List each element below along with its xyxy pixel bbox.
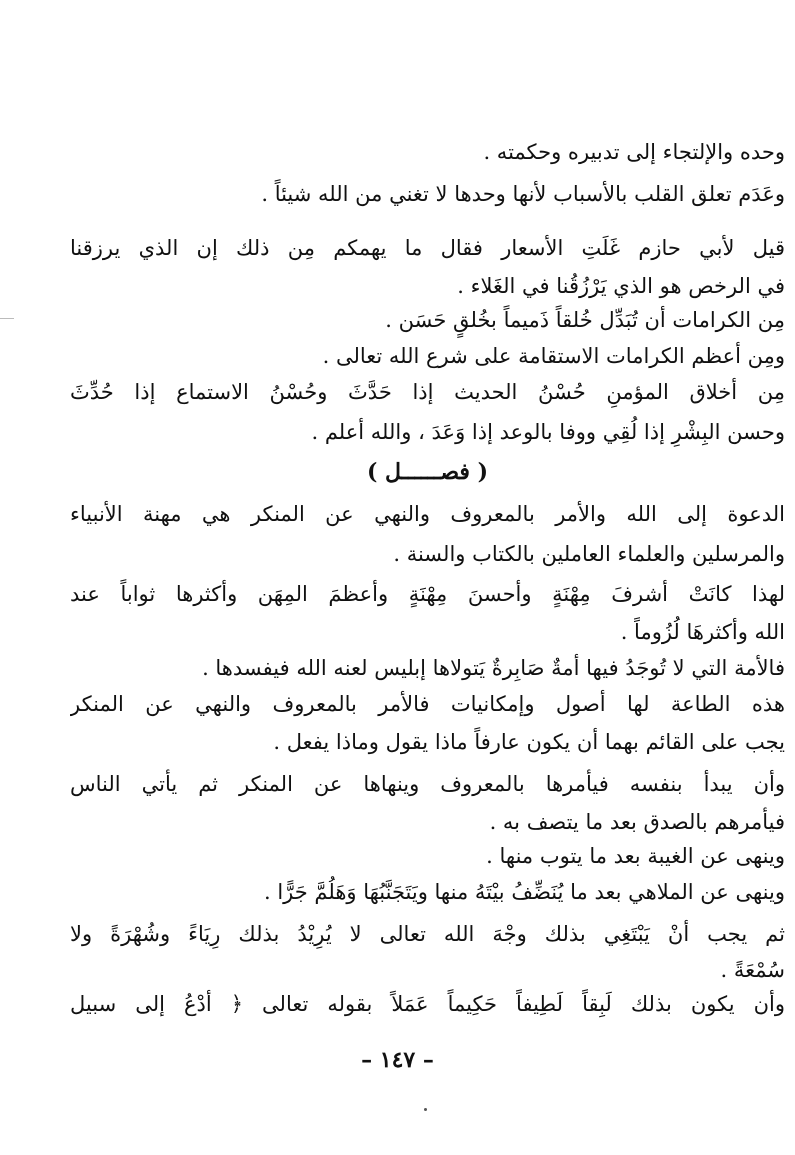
text-line-21: سُمْعَةً .: [720, 958, 785, 982]
text-line-2: وعَدَم تعلق القلب بالأسباب لأنها وحدها لا تغني من الله شيئاً .: [261, 182, 785, 206]
text-line-12: الله وأكثرهَا لُزُوماً .: [620, 620, 785, 644]
text-line-20: ثم يجب أنْ يَبْتَغِي بذلك وجْهَ الله تعالى لا يُرِيْدُ بذلك رِيَاءً وشُهْرَةً ولا: [70, 922, 785, 946]
text-line-14: هذه الطاعة لها أصول وإمكانيات فالأمر بالمعروف والنهي عن المنكر: [70, 692, 785, 716]
text-line-9: الدعوة إلى الله والأمر بالمعروف والنهي عن المنكر هي مهنة الأنبياء: [70, 502, 785, 526]
text-line-4: في الرخص هو الذي يَرْزُقُنا في الغَلاء .: [457, 274, 785, 298]
section-heading: ( فصــــــل ): [366, 459, 489, 485]
text-line-13: فالأمة التي لا تُوجَدُ فيها أمةٌ صَابِرةٌ يَتولاها إبليس لعنه الله فيفسدها .: [202, 656, 785, 680]
text-line-7: مِن أخلاق المؤمنِ حُسْنُ الحديث إذا حَدَّثَ وحُسْنُ الاستماع إذا حُدِّثَ: [70, 380, 785, 404]
ink-dot: [424, 1108, 427, 1111]
text-line-8: وحسن البِشْرِ إذا لُقِي ووفا بالوعد إذا وَعَدَ ، والله أعلم .: [311, 420, 785, 444]
text-line-1: وحده والإلتجاء إلى تدبيره وحكمته .: [483, 140, 785, 164]
page-number: – ١٤٧ –: [361, 1047, 434, 1073]
text-line-5: مِن الكرامات أن تُبَدِّل خُلقاً ذَميماً بخُلقٍ حَسَن .: [385, 308, 785, 332]
text-line-15: يجب على القائم بهما أن يكون عارفاً ماذا يقول وماذا يفعل .: [273, 730, 785, 754]
text-line-22: وأن يكون بذلك لَبِقاً لَطِيفاً حَكِيماً عَمَلاً بقوله تعالى ﴿ أدْعُ إلى سبيل: [70, 992, 785, 1016]
text-line-19: وينهى عن الملاهي بعد ما يُنَضِّفُ بيْتَهُ منها ويَتَجَنَّبُهَا وَهَلُمَّ جَرًّا .: [263, 880, 785, 904]
text-line-18: وينهى عن الغيبة بعد ما يتوب منها .: [486, 844, 785, 868]
text-line-6: ومِن أعظم الكرامات الاستقامة على شرع الله تعالى .: [322, 344, 785, 368]
text-line-11: لهذا كانَتْ أشرفَ مِهْنَةٍ وأحسنَ مِهْنَةٍ وأعظمَ المِهَن وأكثرها ثواباً عند: [70, 582, 785, 606]
text-line-10: والمرسلين والعلماء العاملين بالكتاب والسنة .: [393, 542, 785, 566]
text-line-17: فيأمرهم بالصدق بعد ما يتصف به .: [489, 810, 785, 834]
text-line-3: قيل لأبي حازم غَلَتِ الأسعار فقال ما يهمكم مِن ذلك إن الذي يرزقنا: [70, 236, 785, 260]
text-line-16: وأن يبدأ بنفسه فيأمرها بالمعروف وينهاها عن المنكر ثم يأتي الناس: [70, 772, 785, 796]
margin-tick-mark: [0, 318, 14, 319]
